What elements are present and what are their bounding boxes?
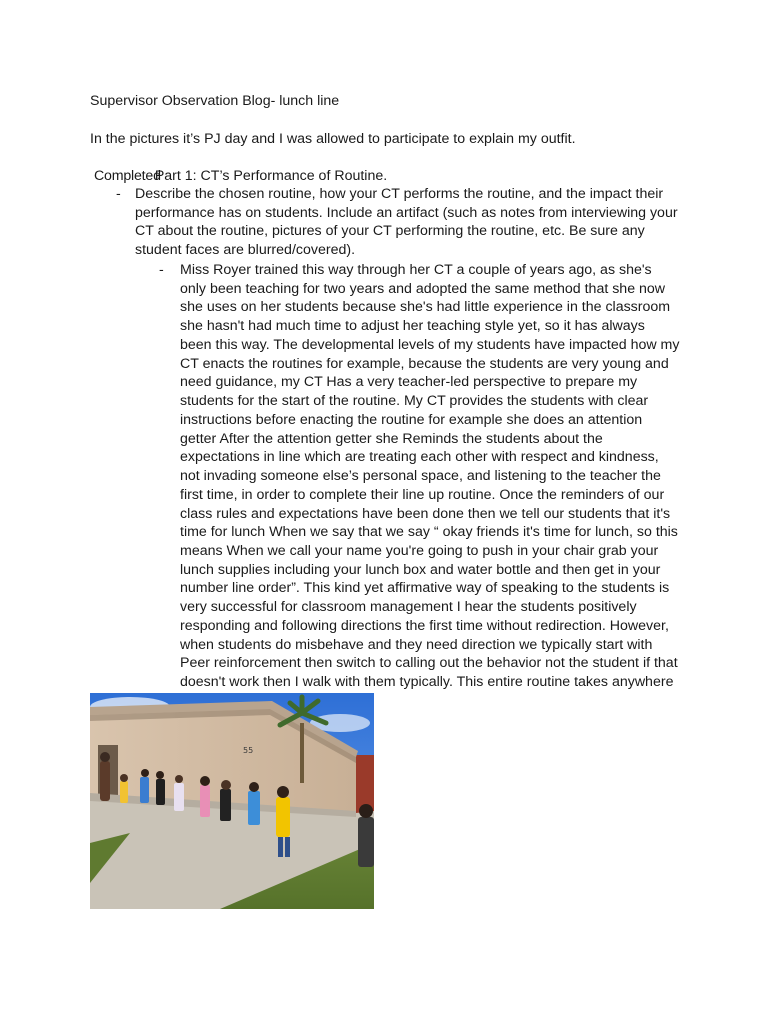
building-number: 55: [243, 746, 254, 755]
intro-paragraph: In the pictures it’s PJ day and I was allowed to participate to explain my outfit.: [90, 131, 576, 147]
lunch-line-photo: [90, 693, 374, 909]
sub-bullet-marker: -: [159, 262, 164, 278]
part-heading: [94, 167, 387, 185]
prompt-text: Describe the chosen routine, how your CT performs the routine, and the impact their performance has on students. Include an artifact (such as notes from interviewing your CT about the routine, pictures of your CT performing the routine, etc. Be sure any student faces are blurred/covered).: [135, 186, 678, 259]
completed-label: Completed: [94, 168, 161, 184]
document-title: Supervisor Observation Blog- lunch line: [90, 93, 340, 109]
part-title: Part 1: CT’s Performance of Routine.: [154, 168, 388, 184]
response-text: Miss Royer trained this way through her CT a couple of years ago, as she's only been teaching for two years and adopted the same method that she now she uses on her students because she's had little experience in the classroom she hasn't had much time to adjust her teaching style yet, so it has always been this way. The developmental levels of my students have impacted how my CT enacts the routines for example, because the students are very young and need guidance, my CT Has a very teacher-led perspective to prepare my students for the start of the routine. My CT provides the students with clear instructions before enacting the routine for example she does an attention getter After the attention getter she Reminds the students about the expectations in line which are treating each other with respect and kindness, not invading someone else’s personal space, and listening to the teacher the first time, in order to complete their line up routine. Once the reminders of our class rules and expectations have been done then we tell our students that it's time for lunch When we say that we say “ okay friends it's time for lunch, so this means When we call your name you're going to push in your chair grab your lunch supplies including your lunch box and water bottle and then get in your number line order”. This kind yet affirmative way of speaking to the students is very successful for classroom management I hear the students positively responding and following directions the first time without redirection. However, when students do misbehave and they need direction we typically start with Peer reinforcement then switch to calling out the behavior not the student if that doesn't work then I walk with them typically. This entire routine takes anywhere: [180, 262, 680, 691]
bullet-marker: -: [116, 186, 121, 202]
